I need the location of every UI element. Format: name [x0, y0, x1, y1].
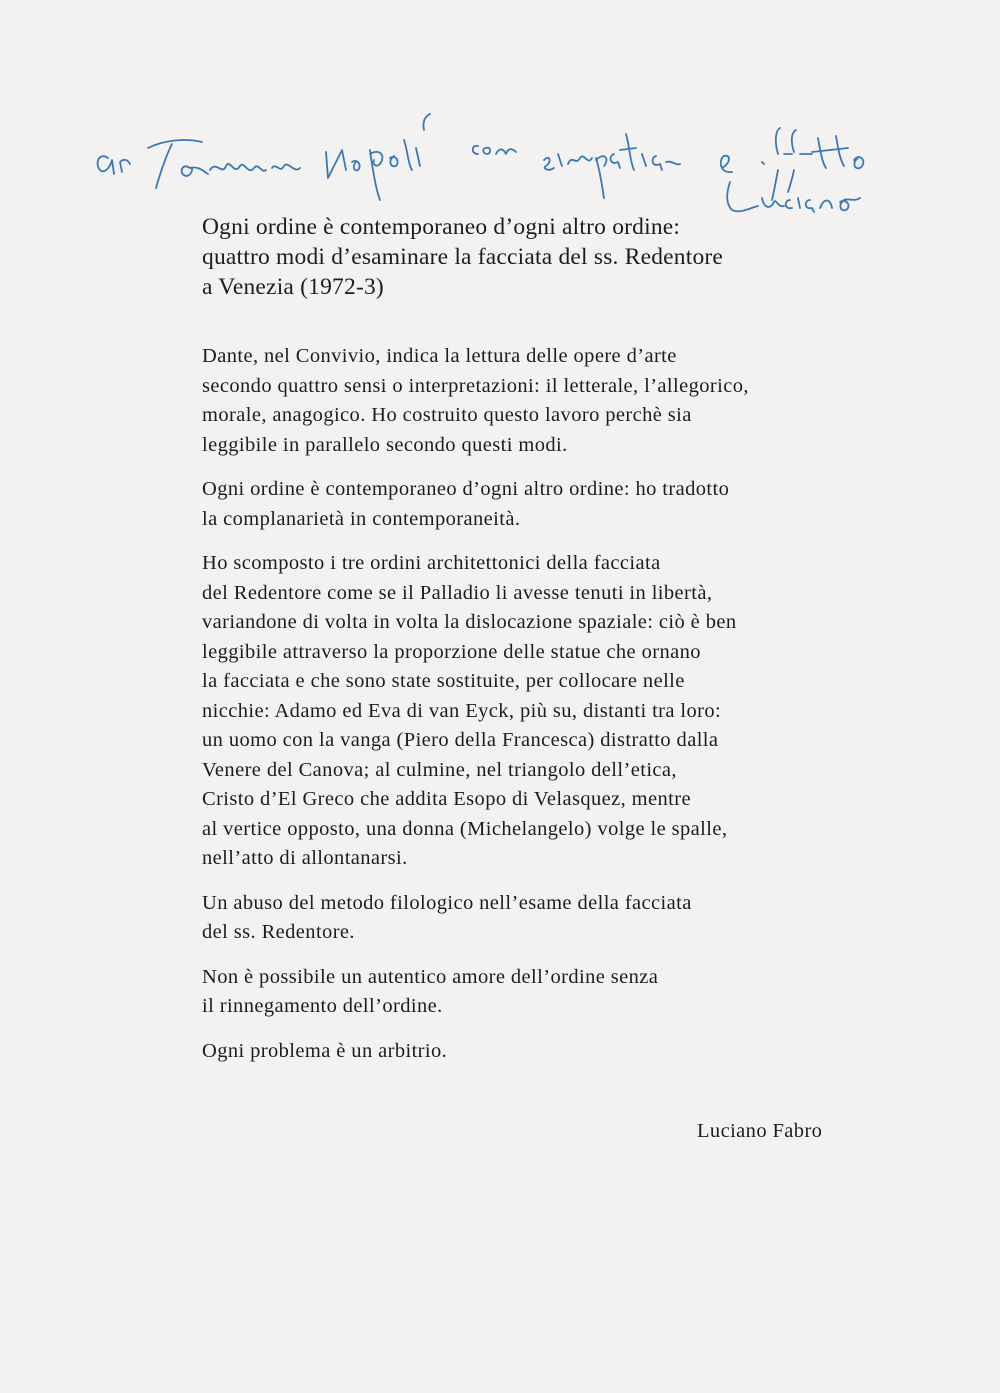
paragraph-line: leggibile in parallelo secondo questi modi.: [202, 433, 568, 456]
paragraph-line: il rinnegamento dell’ordine.: [202, 995, 443, 1017]
paragraph-line: la complanarietà in contemporaneità.: [202, 507, 521, 530]
title-line: quattro modi d’esaminare la facciata del ss. Redentore: [202, 244, 724, 270]
paragraph-line: del ss. Redentore.: [202, 921, 355, 943]
paragraph-line: secondo quattro sensi o interpretazioni: il letterale, l’allegorico,: [202, 374, 749, 397]
paragraph-line: la facciata e che sono state sostituite, per collocare nelle: [202, 670, 685, 692]
paragraph-line: Cristo d’El Greco che addita Esopo di Velasquez, mentre: [202, 788, 691, 810]
paragraph: [202, 475, 902, 534]
paragraph-line: del Redentore come se il Palladio li avesse tenuti in libertà,: [202, 581, 713, 604]
paragraph-line: nicchie: Adamo ed Eva di van Eyck, più su, distanti tra loro:: [202, 699, 722, 722]
paragraph-line: Un abuso del metodo filologico nell’esame della facciata: [202, 891, 692, 914]
paragraph: [202, 889, 902, 948]
paragraph: [202, 1037, 902, 1067]
paragraph-line: morale, anagogico. Ho costruito questo lavoro perchè sia: [202, 404, 692, 426]
paragraph-line: leggibile attraverso la proporzione delle statue che ornano: [202, 640, 701, 663]
essay-text-block: [202, 212, 902, 1081]
paragraph-line: variandone di volta in volta la dislocazione spaziale: ciò è ben: [202, 611, 737, 633]
paragraph-line: Ho scomposto i tre ordini architettonici della facciata: [202, 552, 661, 574]
author-signature: Luciano Fabro: [697, 1120, 823, 1142]
paragraph-line: Non è possibile un autentico amore dell’ordine senza: [202, 965, 659, 988]
paragraph-line: Venere del Canova; al culmine, nel triangolo dell’etica,: [202, 758, 677, 781]
paragraph-line: Dante, nel Convivio, indica la lettura delle opere d’arte: [202, 345, 677, 367]
paragraph: [202, 342, 902, 460]
paragraph-line: un uomo con la vanga (Piero della Francesca) distratto dalla: [202, 729, 719, 751]
paragraph-line: al vertice opposto, una donna (Michelangelo) volge le spalle,: [202, 817, 728, 840]
title-line: a Venezia (1972-3): [202, 274, 384, 300]
handwritten-dedication: [90, 70, 930, 230]
title-line: Ogni ordine è contemporaneo d’ogni altro ordine:: [202, 214, 681, 240]
paragraph-line: Ogni ordine è contemporaneo d’ogni altro ordine: ho tradotto: [202, 478, 730, 500]
handwritten-dedication-drawing: [90, 70, 930, 230]
paragraph: [202, 549, 902, 874]
paragraph-line: nell’atto di allontanarsi.: [202, 847, 408, 869]
paragraph-line: Ogni problema è un arbitrio.: [202, 1039, 448, 1062]
paragraph: [202, 963, 902, 1022]
essay-title: [202, 212, 902, 302]
